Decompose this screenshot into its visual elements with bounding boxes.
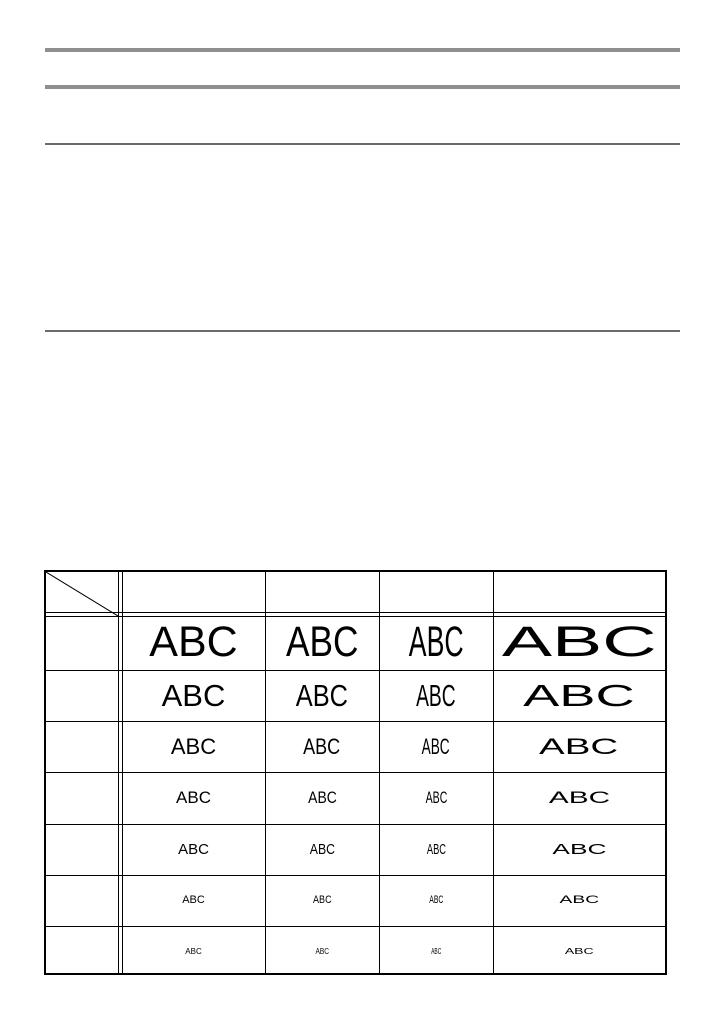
sample-extra-narrow-row-5 bbox=[379, 824, 493, 875]
sample-text: ABC bbox=[408, 618, 464, 666]
sample-text: ABC bbox=[149, 618, 238, 666]
sample-text: ABC bbox=[416, 678, 456, 713]
sample-text: ABC bbox=[285, 618, 359, 666]
sample-wide-row-3 bbox=[493, 721, 665, 772]
sample-text: ABC bbox=[552, 841, 606, 858]
title-rule bbox=[45, 85, 680, 89]
sample-narrow-row-6 bbox=[265, 875, 379, 926]
sample-wide-row-7 bbox=[493, 926, 665, 975]
header-divider bbox=[46, 612, 665, 613]
sample-text: ABC bbox=[307, 788, 337, 807]
sample-text: ABC bbox=[315, 946, 329, 956]
section-divider-2 bbox=[45, 330, 680, 332]
font-size-style-table bbox=[44, 570, 667, 975]
top-rule bbox=[45, 48, 680, 52]
sample-text: ABC bbox=[559, 894, 599, 906]
sample-wide-row-6 bbox=[493, 875, 665, 926]
sample-normal-row-6 bbox=[122, 875, 265, 926]
sample-text: ABC bbox=[170, 733, 217, 759]
sample-narrow-row-3 bbox=[265, 721, 379, 772]
sample-text: ABC bbox=[501, 618, 657, 666]
sample-extra-narrow-row-2 bbox=[379, 670, 493, 721]
sample-extra-narrow-row-1 bbox=[379, 617, 493, 668]
sample-wide-row-5 bbox=[493, 824, 665, 875]
sample-text: ABC bbox=[185, 946, 202, 956]
sample-text: ABC bbox=[161, 678, 226, 713]
sample-normal-row-3 bbox=[122, 721, 265, 772]
sample-text: ABC bbox=[295, 678, 349, 713]
sample-text: ABC bbox=[539, 733, 619, 759]
sample-text: ABC bbox=[176, 788, 211, 807]
sample-normal-row-2 bbox=[122, 670, 265, 721]
sample-text: ABC bbox=[178, 841, 209, 858]
sample-text: ABC bbox=[182, 894, 205, 906]
sample-narrow-row-7 bbox=[265, 926, 379, 975]
sample-normal-row-1 bbox=[122, 617, 265, 668]
sample-text: ABC bbox=[548, 788, 610, 807]
sample-text: ABC bbox=[303, 733, 341, 759]
sample-narrow-row-4 bbox=[265, 772, 379, 823]
header-corner-diagonal bbox=[46, 572, 118, 616]
sample-text: ABC bbox=[523, 678, 635, 713]
sample-normal-row-5 bbox=[122, 824, 265, 875]
sample-text: ABC bbox=[430, 946, 442, 956]
section-divider-1 bbox=[45, 143, 680, 145]
sample-extra-narrow-row-4 bbox=[379, 772, 493, 823]
sample-narrow-row-1 bbox=[265, 617, 379, 668]
sample-narrow-row-5 bbox=[265, 824, 379, 875]
sample-text: ABC bbox=[426, 841, 446, 858]
sample-text: ABC bbox=[309, 841, 335, 858]
sample-text: ABC bbox=[421, 733, 451, 759]
sample-extra-narrow-row-6 bbox=[379, 875, 493, 926]
sample-normal-row-4 bbox=[122, 772, 265, 823]
sample-wide-row-1 bbox=[493, 617, 665, 668]
sample-text: ABC bbox=[425, 788, 447, 807]
sample-normal-row-7 bbox=[122, 926, 265, 975]
sample-wide-row-4 bbox=[493, 772, 665, 823]
sample-text: ABC bbox=[312, 894, 332, 906]
sample-extra-narrow-row-7 bbox=[379, 926, 493, 975]
sample-text: ABC bbox=[564, 946, 594, 956]
sample-text: ABC bbox=[428, 894, 444, 906]
sample-narrow-row-2 bbox=[265, 670, 379, 721]
sample-extra-narrow-row-3 bbox=[379, 721, 493, 772]
sample-wide-row-2 bbox=[493, 670, 665, 721]
